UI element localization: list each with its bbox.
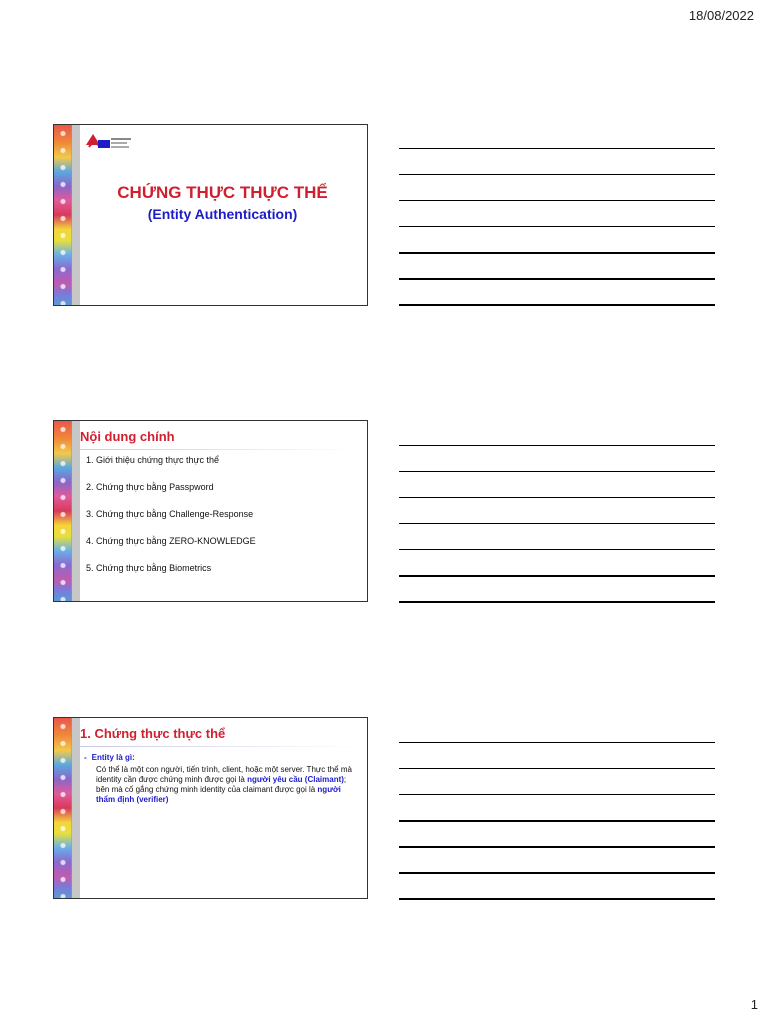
note-line: [399, 549, 715, 550]
claimant-term: người yêu cầu (Claimant): [247, 775, 344, 784]
entity-definition: [96, 765, 361, 805]
list-item: 2. Chứng thực bằng Passpword: [86, 482, 214, 492]
note-line: [399, 794, 715, 795]
contents-list: [86, 455, 256, 590]
definition-text: Có thể là một con người, tiến trình, client, hoặc một server. Thực thể mà identity cần được chứng minh được gọi là: [96, 765, 352, 784]
heading-divider: [78, 746, 359, 747]
note-line: [399, 523, 715, 524]
slide-1-title: CHỨNG THỰC THỰC THỂ: [117, 183, 328, 202]
note-line: [399, 304, 715, 306]
slide-1: [53, 124, 368, 306]
slide-3: [53, 717, 368, 899]
verifier-term: người thẩm định (verifier): [96, 785, 341, 804]
note-line: [399, 252, 715, 254]
note-line: [399, 471, 715, 472]
note-line: [399, 820, 715, 822]
decorative-notches: [54, 421, 80, 601]
slide-2: [53, 420, 368, 602]
definition-text: ; bên mà cố gắng chứng minh identity của claimant được gọi là: [96, 775, 347, 794]
note-line: [399, 226, 715, 227]
list-item: 4. Chứng thực bằng ZERO-KNOWLEDGE: [86, 536, 256, 546]
note-line: [399, 575, 715, 577]
decorative-notches: [54, 718, 80, 898]
decorative-notches: [54, 125, 80, 305]
list-item: 3. Chứng thực bằng Challenge-Response: [86, 509, 254, 519]
list-item: 1. Giới thiệu chứng thực thực thể: [86, 455, 220, 465]
bullet-entity: [84, 753, 135, 762]
note-line: [399, 742, 715, 743]
note-line: [399, 174, 715, 175]
note-line: [399, 872, 715, 874]
bullet-dash: -: [84, 753, 87, 762]
print-date: 18/08/2022: [688, 8, 754, 23]
page-number: 1: [750, 997, 758, 1012]
university-logo-icon: [84, 131, 132, 153]
note-line: [399, 846, 715, 848]
list-item: 5. Chứng thực bằng Biometrics: [86, 563, 212, 573]
note-line: [399, 497, 715, 498]
slide-1-subtitle: (Entity Authentication): [147, 206, 298, 222]
note-line: [399, 278, 715, 280]
note-line: [399, 445, 715, 446]
note-line: [399, 898, 715, 900]
heading-divider: [78, 449, 359, 450]
slide-3-heading: 1. Chứng thực thực thể: [80, 726, 226, 741]
slide-2-heading: Nội dung chính: [80, 429, 175, 444]
note-line: [399, 148, 715, 149]
note-line: [399, 601, 715, 603]
note-line: [399, 768, 715, 769]
bullet-label: Entity là gì:: [91, 753, 135, 762]
note-line: [399, 200, 715, 201]
